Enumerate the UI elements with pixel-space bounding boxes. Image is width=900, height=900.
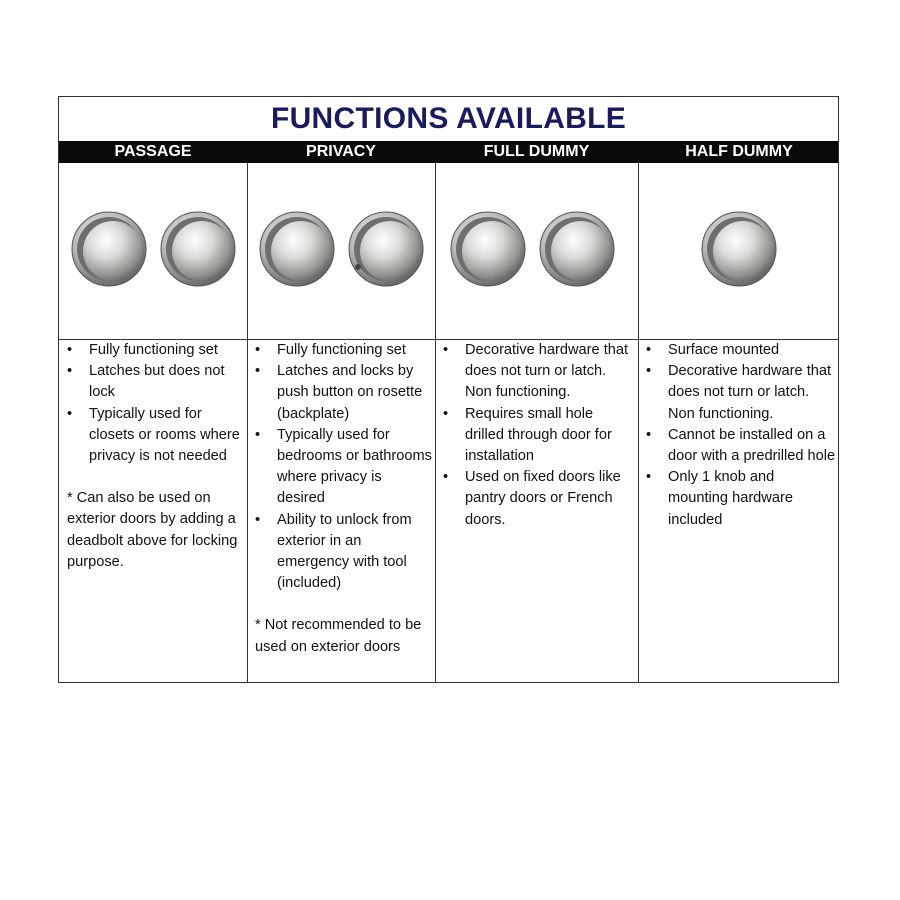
door-knob-icon	[346, 209, 426, 289]
header-bar	[59, 141, 838, 163]
list-item: • Latches and locks by push button on rosette (backplate)	[249, 361, 433, 425]
list-item: • Ability to unlock from exterior in an emergency with tool (included)	[249, 510, 433, 595]
door-knob-icon	[699, 209, 779, 289]
door-knob-icon	[537, 209, 617, 289]
privacy-bullet-list	[249, 340, 433, 594]
list-item: • Fully functioning set	[249, 340, 433, 361]
header-half-dummy: HALF DUMMY	[685, 143, 793, 160]
list-item: • Typically used for closets or rooms where privacy is not needed	[61, 404, 245, 468]
full-dummy-image-cell	[436, 164, 638, 339]
door-knob-icon	[448, 209, 528, 289]
list-item: • Requires small hole drilled through door for installation	[437, 404, 635, 468]
page-title: FUNCTIONS AVAILABLE	[270, 102, 627, 135]
list-item: • Typically used for bedrooms or bathrooms where privacy is desired	[249, 425, 433, 510]
list-item: • Decorative hardware that does not turn or latch. Non functioning.	[437, 340, 635, 404]
functions-table	[58, 96, 839, 683]
full-dummy-bullet-list	[437, 340, 635, 531]
passage-description	[61, 340, 245, 682]
header-full-dummy: FULL DUMMY	[483, 143, 590, 160]
half-dummy-image-cell	[639, 164, 840, 339]
passage-note: * Can also be used on exterior doors by adding a deadbolt above for locking purpose.	[67, 490, 238, 570]
door-knob-icon	[257, 209, 337, 289]
privacy-description	[249, 340, 433, 682]
header-privacy: PRIVACY	[306, 143, 376, 160]
privacy-image-cell	[248, 164, 435, 339]
door-knob-icon	[158, 209, 238, 289]
list-item: • Cannot be installed on a door with a predrilled hole	[640, 425, 838, 467]
list-item: • Surface mounted	[640, 340, 838, 361]
passage-bullet-list	[61, 340, 245, 467]
passage-image-cell	[59, 164, 247, 339]
full-dummy-description	[437, 340, 635, 682]
list-item: • Used on fixed doors like pantry doors or French doors.	[437, 467, 635, 531]
list-item: • Decorative hardware that does not turn or latch. Non functioning.	[640, 361, 838, 425]
privacy-note: * Not recommended to be used on exterior doors	[255, 617, 422, 655]
list-item: • Latches but does not lock	[61, 361, 245, 403]
list-item: • Only 1 knob and mounting hardware included	[640, 467, 838, 531]
header-passage: PASSAGE	[114, 143, 192, 160]
half-dummy-description	[640, 340, 838, 682]
list-item: • Fully functioning set	[61, 340, 245, 361]
door-knob-icon	[69, 209, 149, 289]
half-dummy-bullet-list	[640, 340, 838, 531]
